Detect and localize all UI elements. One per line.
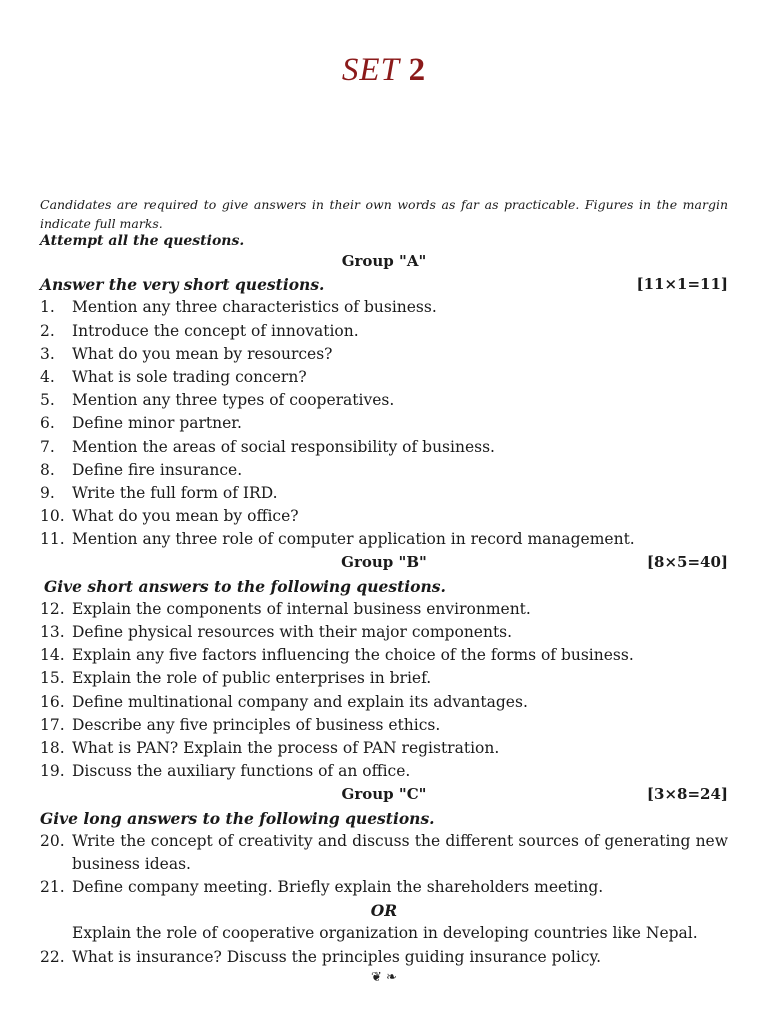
question-text: Mention any three role of computer application in record management. — [72, 530, 635, 549]
question-number: 8. — [40, 460, 55, 479]
question-number: 22. — [40, 947, 65, 966]
question-text: Introduce the concept of innovation. — [72, 321, 359, 340]
question-text: Explain the role of public enterprises in brief. — [72, 669, 432, 688]
question-item — [40, 459, 728, 482]
question-item — [40, 320, 728, 343]
question-text: Define fire insurance. — [72, 460, 243, 479]
group-c-marks: [3×8=24] — [646, 785, 728, 804]
question-number: 13. — [40, 623, 65, 641]
question-text: Define company meeting. Briefly explain the shareholders meeting. — [72, 878, 604, 897]
question-text: Define physical resources with their major components. — [72, 623, 513, 641]
question-number: 2. — [40, 321, 55, 340]
attempt-all-note: Attempt all the questions. — [40, 233, 245, 249]
group-c-heading-row — [40, 807, 728, 830]
question-text: What is insurance? Discuss the principles guiding insurance policy. — [72, 947, 602, 966]
group-c-heading: Give long answers to the following questions. — [40, 808, 435, 828]
question-number: 9. — [40, 483, 55, 502]
group-a-title: Group "A" — [341, 252, 427, 270]
group-a-question-list — [40, 296, 728, 551]
question-item — [40, 528, 728, 551]
question-text: Define multinational company and explain its advantages. — [72, 692, 528, 711]
question-text: What do you mean by office? — [72, 507, 299, 526]
set-title — [0, 52, 768, 89]
question-item — [40, 366, 728, 389]
question-number: 14. — [40, 646, 65, 665]
question-item — [40, 296, 728, 319]
group-a-heading-row — [40, 273, 728, 296]
question-number: 12. — [40, 599, 65, 618]
question-item — [40, 621, 728, 644]
question-text: Mention the areas of social responsibility of business. — [72, 437, 495, 456]
question-text: What is PAN? Explain the process of PAN registration. — [72, 738, 500, 757]
group-c-title: Group "C" — [341, 785, 427, 804]
question-text: Mention any three types of cooperatives. — [72, 391, 395, 410]
group-c-title-row — [40, 783, 728, 806]
question-number: 7. — [40, 437, 55, 456]
question-item — [40, 505, 728, 528]
question-text: What do you mean by resources? — [72, 344, 333, 363]
group-b-heading: Give short answers to the following questions. — [44, 576, 446, 596]
question-number: 4. — [40, 367, 55, 386]
question-number: 5. — [40, 391, 55, 410]
question-text: Write the concept of creativity and discuss the different sources of generating new business ideas. — [72, 831, 728, 873]
question-text: Explain the components of internal business environment. — [72, 599, 531, 618]
question-number: 1. — [40, 298, 55, 317]
question-number: 15. — [40, 669, 65, 688]
question-number: 3. — [40, 344, 55, 363]
question-number: 18. — [40, 738, 65, 757]
group-a-heading: Answer the very short questions. — [40, 275, 325, 295]
group-b-heading-row — [40, 575, 728, 598]
group-b-question-list — [40, 598, 728, 784]
question-item — [40, 598, 728, 621]
end-ornament: ❦ ❧ — [371, 970, 397, 985]
question-item — [40, 876, 728, 899]
question-text: What is sole trading concern? — [72, 367, 307, 386]
question-item — [40, 389, 728, 412]
group-b-title: Group "B" — [341, 553, 427, 572]
question-text: Explain any five factors influencing the choice of the forms of business. — [72, 646, 634, 665]
question-item — [40, 436, 728, 459]
question-text: Discuss the auxiliary functions of an office. — [72, 762, 411, 781]
set-title-number: 2 — [408, 52, 427, 88]
question-number: 10. — [40, 507, 65, 526]
question-number: 17. — [40, 715, 65, 734]
or-label: OR — [370, 901, 398, 921]
question-number: 20. — [40, 831, 65, 850]
or-alternative-question: Explain the role of cooperative organization in developing countries like Nepal. — [72, 924, 698, 943]
group-a-marks: [11×1=11] — [636, 275, 728, 294]
group-b-marks: [8×5=40] — [646, 553, 728, 572]
question-item — [40, 644, 728, 667]
question-number: 19. — [40, 762, 65, 781]
question-text: Write the full form of IRD. — [72, 483, 278, 502]
question-content — [40, 250, 728, 969]
question-number: 21. — [40, 878, 65, 897]
question-item — [40, 482, 728, 505]
question-item — [40, 412, 728, 435]
question-item — [40, 714, 728, 737]
question-item — [40, 691, 728, 714]
question-item — [40, 343, 728, 366]
question-item — [40, 667, 728, 690]
question-item — [40, 830, 728, 876]
question-item — [40, 946, 728, 969]
question-number: 16. — [40, 692, 65, 711]
set-title-prefix: SET — [341, 52, 400, 88]
question-item — [40, 760, 728, 783]
question-text: Define minor partner. — [72, 414, 242, 433]
question-text: Mention any three characteristics of business. — [72, 298, 437, 317]
question-text: Describe any five principles of business ethics. — [72, 715, 441, 734]
question-number: 6. — [40, 414, 55, 433]
instructions-text: Candidates are required to give answers in their own words as far as practicable. Figures in the margin indicate full marks. — [40, 197, 728, 231]
group-b-title-row — [40, 551, 728, 574]
question-item — [40, 737, 728, 760]
question-number: 11. — [40, 530, 65, 549]
